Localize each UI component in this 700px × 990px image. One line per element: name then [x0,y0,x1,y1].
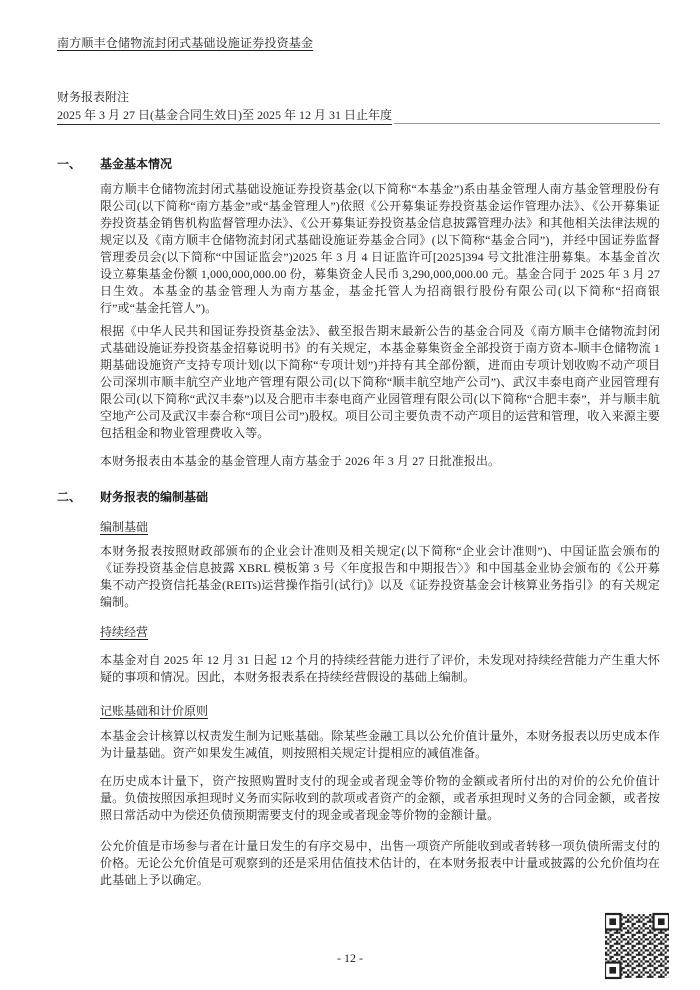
paragraph: 南方顺丰仓储物流封闭式基础设施证券投资基金(以下简称“本基金”)系由基金管理人南方基金管理股份有限公司(以下简称“南方基金”或“基金管理人”)依照《公开募集证券投资基金运作管理办法》、《公开募集证券投资基金销售机构监督管理办法》、《公开募集证券投资基金信息披露管理办法》和其他相关法律法规的规定以及《南方顺丰仓储物流封闭式基础设施证券基金合同》(以下简称“基金合同”)，并经中国证券监督管理委员会(以下简称“中国证监会”)2025 年 3 月 4 日证监许可[2025]394 号文批准注册募集。本基金首次设立募集基金份额 1,000,000,000.00 份，募集资金人民币 3,290,000,000.00 元。基金合同于 2025 年 3 月 27 日生效。本基金的基金管理人为南方基金，基金托管人为招商银行股份有限公司(以下简称“招商银行”或“基金托管人”)。 [100,182,660,315]
paragraph: 本财务报表由本基金的基金管理人南方基金于 2026 年 3 月 27 日批准报出。 [100,454,501,468]
page-footer [0,951,700,966]
subsection-heading-basis: 编制基础 [100,520,149,534]
paragraph: 本基金对自 2025 年 12 月 31 日起 12 个月的持续经营能力进行了评价，未发现对持续经营能力产生重大怀疑的事项和情况。因此，本财务报表系在持续经营假设的基础上编制。 [100,653,660,684]
subsection-heading-going-concern: 持续经营 [100,625,149,639]
horizontal-rule [394,123,660,124]
section-2-number: 二、 [57,490,82,504]
subsection-heading-accounting-basis: 记账基础和计价原则 [100,704,209,718]
page-number: - 12 - [337,951,363,965]
paragraph: 在历史成本计量下，资产按照购置时支付的现金或者现金等价物的金额或者所付出的对价的公允价值计量。负债按照因承担现时义务而实际收到的款项或者资产的金额，或者承担现时义务的合同金额，或者按照日常活动中为偿还负债预期需要支付的现金或者现金等价物的金额计量。 [100,774,660,822]
page-content [57,0,660,889]
section-2-title: 财务报表的编制基础 [100,490,209,504]
section-2-heading [57,490,660,505]
qr-code-icon [605,912,669,980]
period-row [57,108,660,125]
period-text: 2025 年 3 月 27 日(基金合同生效日)至 2025 年 12 月 31 日止年度 [57,108,392,125]
paragraph: 本财务报表按照财政部颁布的企业会计准则及相关规定(以下简称“企业会计准则”)、中国证监会颁布的《证券投资基金信息披露 XBRL 模板第 3 号〈年度报告和中期报告〉》和中国基金业协会颁布的《公开募集不动产投资信托基金(REITs)运营操作指引(试行)》以及《证券投资基金会计核算业务指引》的有关规定编制。 [100,544,660,609]
paragraph: 公允价值是市场参与者在计量日发生的有序交易中，出售一项资产所能收到或者转移一项负债所需支付的价格。无论公允价值是可观察到的还是采用估值技术估计的，在本财务报表中计量或披露的公允价值均在此基础上予以确定。 [100,839,660,887]
section-1-title: 基金基本情况 [100,157,173,171]
section-1-heading [57,157,660,172]
paragraph: 根据《中华人民共和国证券投资基金法》、截至报告期末最新公告的基金合同及《南方顺丰仓储物流封闭式基础设施证券投资基金招募说明书》的有关规定，本基金募集资金全部投资于南方资本-顺丰仓储物流 1 期基础设施资产支持专项计划(以下简称“专项计划”)并持有其全部份额，进而由专项计划收购不动产项目公司深圳市顺丰航空产业地产管理有限公司(以下简称“顺丰航空地产公司”)、武汉丰泰电商产业园管理有限公司(以下简称“武汉丰泰”)以及合肥市丰泰电商产业园管理有限公司(以下简称“合肥丰泰”，并与顺丰航空地产公司及武汉丰泰合称“项目公司”)股权。项目公司主要负责不动产项目的运营和管理，收入来源主要包括租金和物业管理费收入等。 [100,324,660,440]
fund-name-title: 南方顺丰仓储物流封闭式基础设施证券投资基金 [57,36,314,50]
paragraph: 本基金会计核算以权责发生制为记账基础。除某些金融工具以公允价值计量外，本财务报表以历史成本作为计量基础。资产如果发生减值，则按照相关规定计提相应的减值准备。 [100,729,660,760]
report-title: 财务报表附注 [57,90,130,104]
section-1-number: 一、 [57,157,82,171]
